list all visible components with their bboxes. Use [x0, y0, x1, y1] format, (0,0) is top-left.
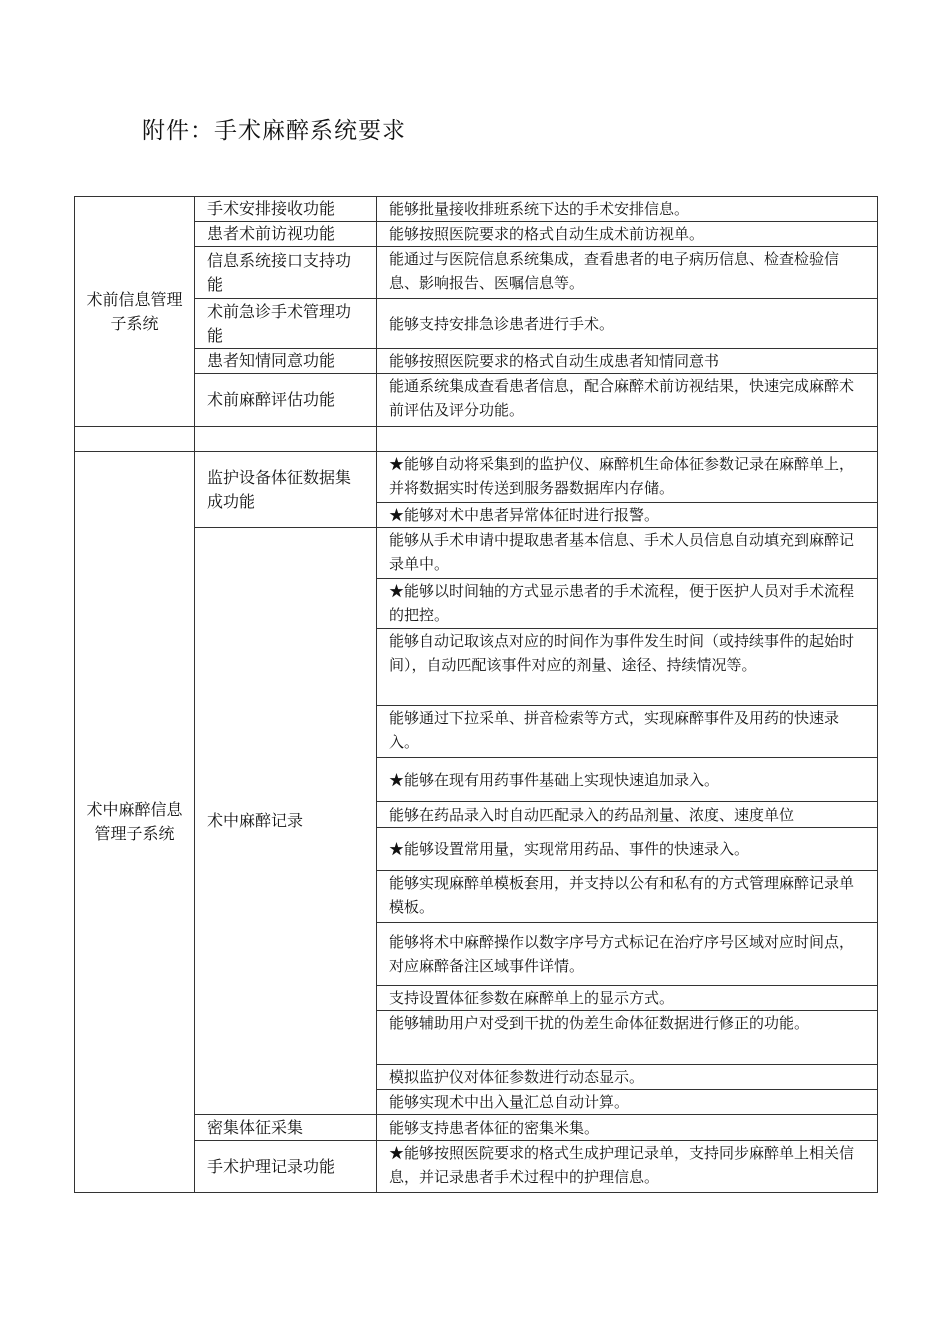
function-cell: 密集体征采集	[195, 1115, 377, 1141]
description-cell: 能够通过下拉采单、拼音检索等方式，实现麻醉事件及用药的快速录入。	[377, 706, 878, 758]
category-cell: 术前信息管理子系统	[75, 197, 195, 427]
description-cell: 能够辅助用户对受到干扰的伪差生命体征数据进行修正的功能。	[377, 1011, 878, 1065]
description-cell: 能够将术中麻醉操作以数字序号方式标记在治疗序号区域对应时间点，对应麻醉备注区域事件详情。	[377, 923, 878, 986]
table-row	[75, 247, 878, 299]
description-cell: 能够批量接收排班系统下达的手术安排信息。	[377, 197, 878, 222]
description-cell: 支持设置体征参数在麻醉单上的显示方式。	[377, 986, 878, 1011]
description-cell: 能够实现术中出入量汇总自动计算。	[377, 1090, 878, 1115]
empty-cell	[377, 427, 878, 452]
table-row	[75, 528, 878, 579]
table-row	[75, 299, 878, 349]
description-cell: ★能够以时间轴的方式显示患者的手术流程，便于医护人员对手术流程的把控。	[377, 579, 878, 629]
function-cell: 患者术前访视功能	[195, 222, 377, 247]
table-row	[75, 1141, 878, 1193]
description-cell: ★能够按照医院要求的格式生成护理记录单，支持同步麻醉单上相关信息，并记录患者手术过程中的护理信息。	[377, 1141, 878, 1193]
function-cell: 手术安排接收功能	[195, 197, 377, 222]
table-row	[75, 452, 878, 503]
function-cell: 术前麻醉评估功能	[195, 374, 377, 427]
description-cell: 能够从手术申请中提取患者基本信息、手术人员信息自动填充到麻醉记录单中。	[377, 528, 878, 579]
function-cell: 信息系统接口支持功能	[195, 247, 377, 299]
description-cell: ★能够对术中患者异常体征时进行报警。	[377, 503, 878, 528]
empty-row	[75, 427, 878, 452]
description-cell: 能通系统集成查看患者信息，配合麻醉术前访视结果，快速完成麻醉术前评估及评分功能。	[377, 374, 878, 427]
function-cell: 术中麻醉记录	[195, 528, 377, 1115]
table-row	[75, 1115, 878, 1141]
description-cell: 能够按照医院要求的格式自动生成患者知情同意书	[377, 349, 878, 374]
function-cell: 监护设备体征数据集成功能	[195, 452, 377, 528]
description-cell: 能够支持患者体征的密集米集。	[377, 1115, 878, 1141]
requirements-table	[74, 196, 878, 1193]
table-row	[75, 222, 878, 247]
description-cell: 能够在药品录入时自动匹配录入的药品剂量、浓度、速度单位	[377, 802, 878, 828]
description-cell: ★能够设置常用量，实现常用药品、事件的快速录入。	[377, 828, 878, 871]
description-cell: 能通过与医院信息系统集成，查看患者的电子病历信息、检查检验信息、影响报告、医嘱信息等。	[377, 247, 878, 299]
function-cell: 手术护理记录功能	[195, 1141, 377, 1193]
description-cell: 能够自动记取该点对应的时间作为事件发生时间（或持续事件的起始时间），自动匹配该事件对应的剂量、途径、持续情况等。	[377, 629, 878, 706]
description-cell: 能够按照医院要求的格式自动生成术前访视单。	[377, 222, 878, 247]
empty-cell	[195, 427, 377, 452]
table-row	[75, 197, 878, 222]
description-cell: 能够实现麻醉单模板套用，并支持以公有和私有的方式管理麻醉记录单模板。	[377, 871, 878, 923]
function-cell: 患者知情同意功能	[195, 349, 377, 374]
document-title: 附件：手术麻醉系统要求	[142, 118, 406, 144]
table-row	[75, 349, 878, 374]
description-cell: ★能够自动将采集到的监护仪、麻醉机生命体征参数记录在麻醉单上，并将数据实时传送到服务器数据库内存储。	[377, 452, 878, 503]
function-cell: 术前急诊手术管理功能	[195, 299, 377, 349]
description-cell: ★能够在现有用药事件基础上实现快速追加录入。	[377, 758, 878, 802]
empty-cell	[75, 427, 195, 452]
category-cell: 术中麻醉信息管理子系统	[75, 452, 195, 1193]
description-cell: 能够支持安排急诊患者进行手术。	[377, 299, 878, 349]
description-cell: 模拟监护仪对体征参数进行动态显示。	[377, 1065, 878, 1090]
table-row	[75, 374, 878, 427]
